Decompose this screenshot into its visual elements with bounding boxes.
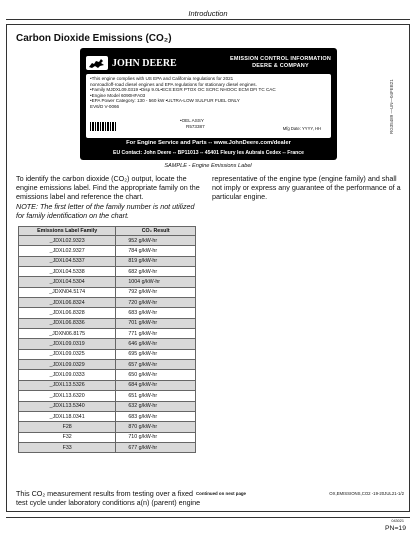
eci-line-2: DEERE & COMPANY (252, 63, 309, 69)
family-cell: _JDXL18.0341 (19, 411, 116, 421)
section-title: Introduction (188, 9, 228, 18)
print-code: 043021 (391, 519, 404, 523)
table-row (19, 298, 196, 308)
result-cell: 684 g/kW-hr (116, 380, 196, 390)
deer-logo-icon (86, 56, 108, 70)
reference-code: OX,EMISSIONS,CO2 -19-20JUL21-1/2 (329, 491, 404, 496)
table-row (19, 442, 196, 452)
family-cell: _JDXL06.8324 (19, 298, 116, 308)
eci-line-1: EMISSION CONTROL INFORMATION (229, 56, 331, 63)
table-row (19, 380, 196, 390)
table-row (19, 329, 196, 339)
intro-paragraph-left: To identify the carbon dioxide (CO₂) output, locate the engine emissions label. Find the appropriate family on the emissions label and reference the chart. (16, 174, 200, 201)
family-cell: _JDXL02.9327 (19, 246, 116, 256)
result-cell: 646 g/kW-hr (116, 339, 196, 349)
table-row (19, 401, 196, 411)
label-header (86, 54, 331, 72)
service-line: For Engine Service and Parts -- www.JohnDeere.com/dealer (126, 140, 291, 146)
table-row (19, 318, 196, 328)
result-cell: 701 g/kW-hr (116, 318, 196, 328)
family-cell: _JDXL09.0319 (19, 339, 116, 349)
page-title: Carbon Dioxide Emissions (CO₂) (16, 33, 172, 44)
figure-code: RG35489 —UN—04FEB21 (389, 79, 394, 135)
family-cell: _JDXN06.8175 (19, 329, 116, 339)
measurement-note: This CO₂ measurement results from testing over a fixed test cycle under laboratory conditions a(n) (parent) engine (16, 489, 201, 507)
result-cell: 720 g/kW-hr (116, 298, 196, 308)
table-row (19, 422, 196, 432)
family-cell: _JDXL09.0329 (19, 360, 116, 370)
family-cell: _JDXL13.5340 (19, 401, 116, 411)
table-row (19, 246, 196, 256)
family-cell: F32 (19, 432, 116, 442)
eci-heading (230, 56, 331, 70)
continued-note: Continued on next page (196, 491, 247, 496)
result-cell: 1004 g/kW-hr (116, 277, 196, 287)
table-row (19, 432, 196, 442)
table-row (19, 360, 196, 370)
table-row (19, 411, 196, 421)
result-cell: 677 g/kW-hr (116, 442, 196, 452)
result-cell: 683 g/kW-hr (116, 411, 196, 421)
label-line: •Family MJDXL09.0319 •Disp 9.0L•ECS:EGR PTOX OC SCRC NHOOC ECM DFI TC CAC (90, 87, 276, 93)
result-cell: 657 g/kW-hr (116, 360, 196, 370)
intro-paragraph-right: representative of the engine type (engine family) and shall not imply or express any guarantee of the performance of a particular engine. (212, 174, 401, 201)
table-row (19, 256, 196, 266)
table-row (19, 277, 196, 287)
brand-logo (86, 56, 177, 70)
result-cell: 710 g/kW-hr (116, 432, 196, 442)
label-info-panel (86, 74, 331, 138)
table-row (19, 287, 196, 297)
family-cell: _JDXL13.5326 (19, 380, 116, 390)
column-header-result: CO₂ Result (116, 227, 196, 236)
footer-divider (6, 517, 410, 518)
column-header-family: Emissions Label Family (19, 227, 116, 236)
result-cell: 870 g/kW-hr (116, 422, 196, 432)
oel-assy-label: •OEL ASSY (180, 118, 204, 123)
result-cell: 952 g/kW-hr (116, 236, 196, 246)
table-row (19, 391, 196, 401)
oel-assy-number: R573387 (186, 123, 205, 129)
table-row (19, 308, 196, 318)
table-header-row (19, 227, 196, 236)
brand-name: JOHN DEERE (112, 57, 177, 69)
header-divider (6, 19, 410, 20)
family-cell: _JDXN04.5174 (19, 287, 116, 297)
label-line: •This engine complies with US EPA and California regulations for 2021 (90, 76, 234, 81)
figure-caption: SAMPLE - Engine Emissions Label (164, 163, 252, 169)
family-cell: _JDXL04.5304 (19, 277, 116, 287)
result-cell: 682 g/kW-hr (116, 267, 196, 277)
family-cell: _JDXL02.9323 (19, 236, 116, 246)
family-cell: F33 (19, 442, 116, 452)
result-cell: 784 g/kW-hr (116, 246, 196, 256)
result-cell: 792 g/kW-hr (116, 287, 196, 297)
label-bottom-row (90, 118, 327, 136)
contact-line: EU Contact: John Deere -- BP11013 -- 45401 Fleury les Aubrais Cedex -- France (113, 150, 304, 156)
family-cell: _JDXL06.8328 (19, 308, 116, 318)
label-line: EV6/D V-0066 (90, 103, 120, 109)
result-cell: 771 g/kW-hr (116, 329, 196, 339)
table-row (19, 267, 196, 277)
result-cell: 695 g/kW-hr (116, 349, 196, 359)
result-cell: 819 g/kW-hr (116, 256, 196, 266)
family-cell: F28 (19, 422, 116, 432)
result-cell: 632 g/kW-hr (116, 401, 196, 411)
mfg-date: Mfg Date: YYYY, HH (282, 126, 321, 131)
emissions-label-image (80, 48, 337, 160)
family-cell: _JDXL04.5337 (19, 256, 116, 266)
co2-table (18, 226, 196, 453)
result-cell: 683 g/kW-hr (116, 308, 196, 318)
label-line: •EPA Power Category: 130 - 560 kW •ULTRA-LOW SULFUR FUEL ONLY (90, 98, 240, 104)
family-cell: _JDXL09.0325 (19, 349, 116, 359)
oel-assy (180, 118, 205, 130)
result-cell: 650 g/kW-hr (116, 370, 196, 380)
label-line: nonroad/off-road diesel engines and EPA regulations for stationary diesel engines. (90, 81, 257, 87)
family-cell: _JDXL06.8336 (19, 318, 116, 328)
page-number: PN=19 (385, 525, 406, 532)
note-text: NOTE: The first letter of the family number is not utilized for family identification on the chart. (16, 202, 195, 220)
family-cell: _JDXL13.6320 (19, 391, 116, 401)
family-cell: _JDXL09.0333 (19, 370, 116, 380)
label-line: •Engine Model 6090HFA03 (90, 92, 146, 98)
result-cell: 651 g/kW-hr (116, 391, 196, 401)
table-row (19, 370, 196, 380)
table-row (19, 236, 196, 246)
family-cell: _JDXL04.5338 (19, 267, 116, 277)
barcode-icon (90, 122, 116, 131)
table-row (19, 339, 196, 349)
table-row (19, 349, 196, 359)
